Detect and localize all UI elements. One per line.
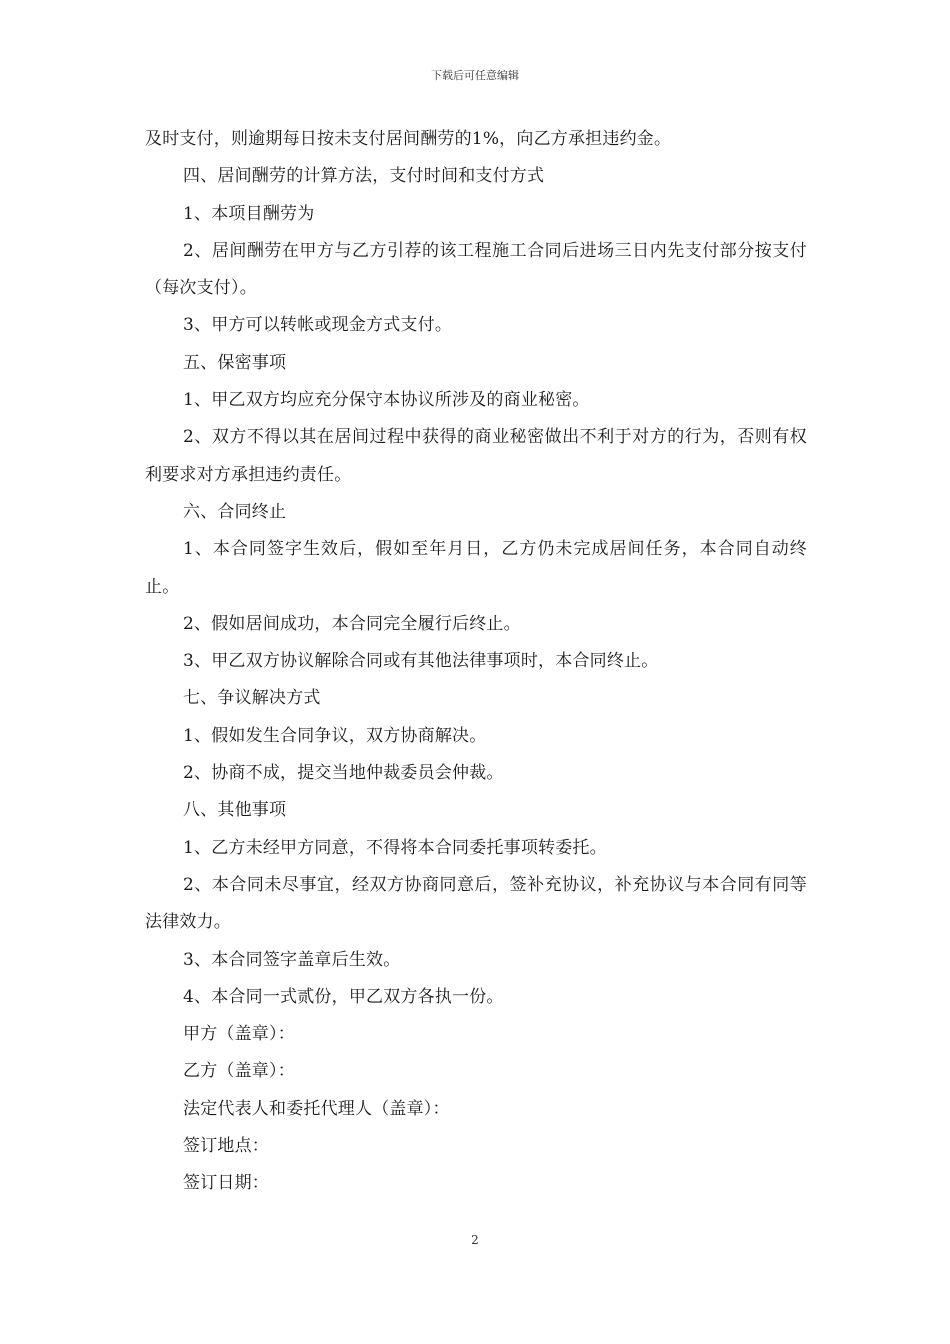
section-heading: 五、保密事项 — [183, 352, 287, 373]
paragraph: 1、假如发生合同争议，双方协商解决。 — [183, 725, 487, 746]
document-body — [145, 121, 807, 1203]
signing-date-line: 签订日期： — [183, 1173, 269, 1194]
section-heading: 七、争议解决方式 — [183, 688, 321, 709]
paragraph: 1、本项目酬劳为 — [183, 203, 315, 224]
paragraph: 2、居间酬劳在甲方与乙方引荐的该工程施工合同后进场三日内先支付部分按支付（每次支付）。 — [145, 240, 807, 299]
section-heading: 四、居间酬劳的计算方法，支付时间和支付方式 — [183, 166, 545, 187]
paragraph: 及时支付，则逾期每日按未支付居间酬劳的1%，向乙方承担违约金。 — [145, 129, 672, 149]
page-number: 2 — [471, 1233, 479, 1247]
paragraph: 3、甲方可以转帐或现金方式支付。 — [183, 315, 453, 336]
paragraph: 2、假如居间成功，本合同完全履行后终止。 — [183, 613, 521, 634]
paragraph: 2、本合同未尽事宜，经双方协商同意后，签补充协议，补充协议与本合同有同等法律效力。 — [145, 874, 807, 933]
signature-line-party-b: 乙方（盖章）： — [183, 1061, 295, 1082]
paragraph: 3、本合同签字盖章后生效。 — [183, 949, 401, 970]
signature-line-representative: 法定代表人和委托代理人（盖章）： — [183, 1098, 450, 1119]
page-header: 下载后可任意编辑 — [431, 69, 519, 82]
paragraph: 2、双方不得以其在居间过程中获得的商业秘密做出不利于对方的行为，否则有权利要求对方承担违约责任。 — [145, 427, 807, 485]
paragraph: 1、甲乙双方均应充分保守本协议所涉及的商业秘密。 — [183, 390, 590, 411]
paragraph: 2、协商不成，提交当地仲裁委员会仲裁。 — [183, 763, 504, 784]
signing-location-line: 签订地点： — [183, 1136, 269, 1157]
signature-line-party-a: 甲方（盖章）： — [183, 1024, 295, 1045]
paragraph: 3、甲乙双方协议解除合同或有其他法律事项时，本合同终止。 — [183, 651, 659, 672]
section-heading: 六、合同终止 — [183, 501, 287, 522]
paragraph: 1、本合同签字生效后，假如至年月日，乙方仍未完成居间任务，本合同自动终止。 — [145, 539, 807, 597]
paragraph: 4、本合同一式贰份，甲乙双方各执一份。 — [183, 986, 504, 1007]
section-heading: 八、其他事项 — [183, 800, 287, 821]
paragraph: 1、乙方未经甲方同意，不得将本合同委托事项转委托。 — [183, 837, 607, 858]
